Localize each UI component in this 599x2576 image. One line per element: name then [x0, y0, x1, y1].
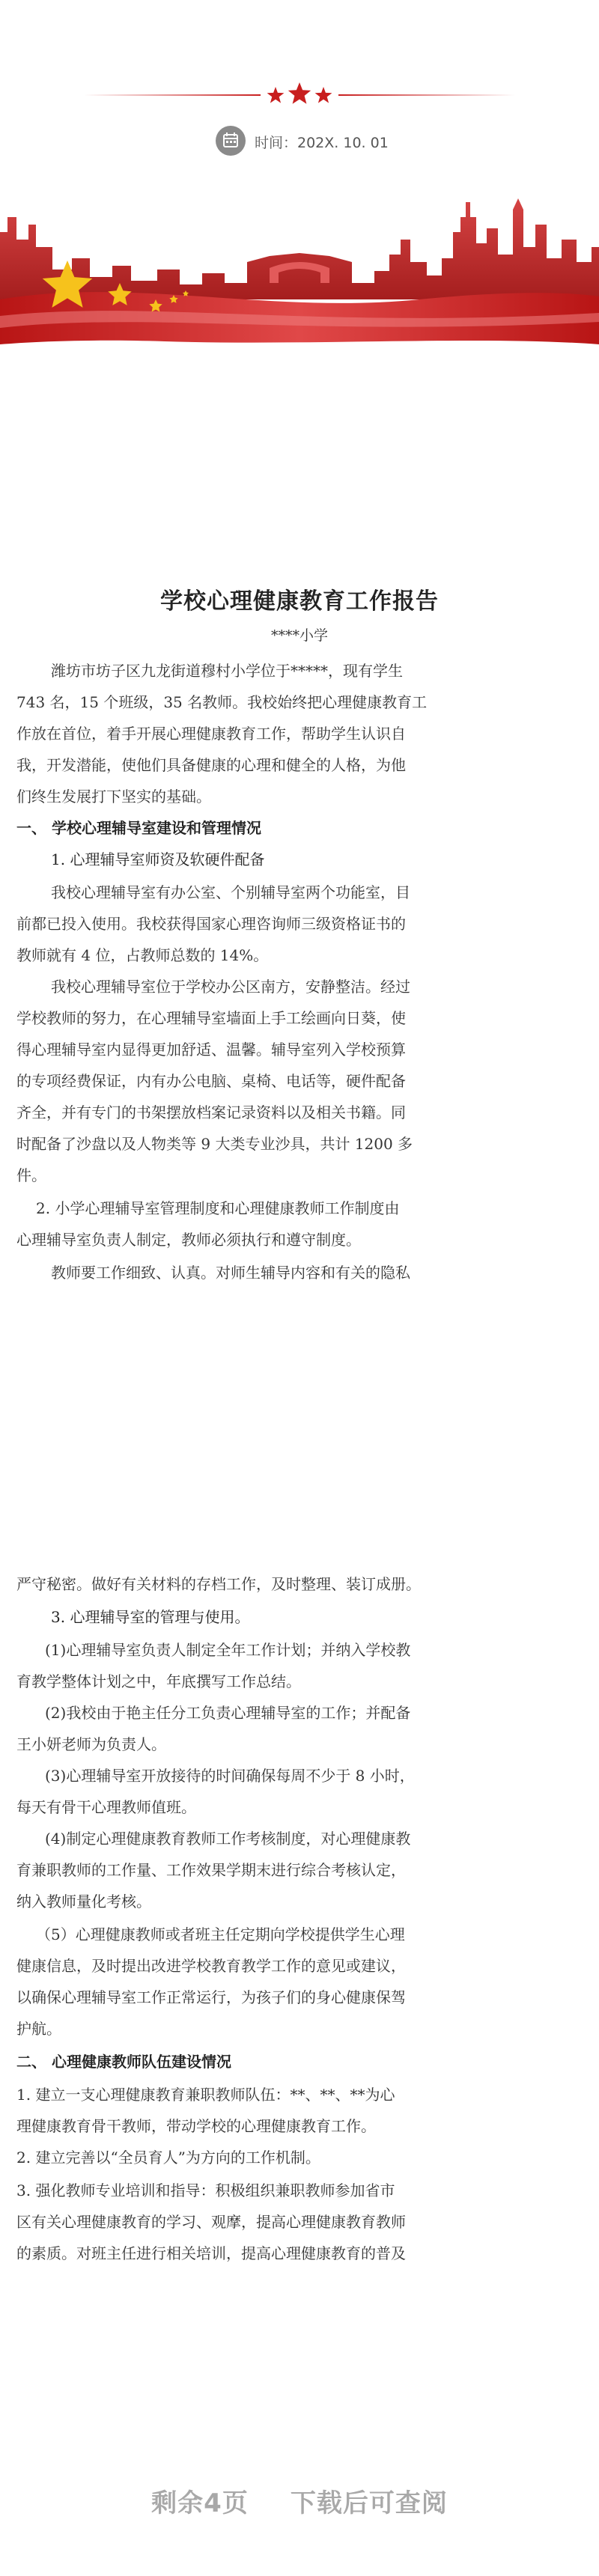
intro-line: 们终生发展打下坚实的基础。 [16, 788, 211, 806]
subsection-heading: 3. 心理辅导室的管理与使用。 [51, 1608, 250, 1626]
paragraph-line: 我校心理辅导室有办公室、个别辅导室两个功能室，目 [51, 883, 410, 901]
paragraph-line: 严守秘密。做好有关材料的存档工作，及时整理、装订成册。 [16, 1575, 421, 1593]
school-name: ****小学 [270, 627, 328, 644]
remaining-pages-label: 剩余4页 [151, 2488, 249, 2518]
list-item-line: 以确保心理辅导室工作正常运行，为孩子们的身心健康保驾 [16, 1988, 406, 2006]
list-item-line: 理健康教育骨干教师，带动学校的心理健康教育工作。 [16, 2117, 376, 2135]
list-item-line: (3)心理辅导室开放接待的时间确保每周不少于 8 小时， [45, 1767, 415, 1785]
section-heading-2: 二、 心理健康教师队伍建设情况 [16, 2053, 231, 2071]
paragraph-line: 前都已投入使用。我校获得国家心理咨询师三级资格证书的 [16, 915, 406, 933]
paragraph-line: 心理辅导室负责人制定，教师必须执行和遵守制度。 [16, 1231, 361, 1249]
list-item-line: 每天有骨干心理教师值班。 [16, 1798, 196, 1816]
list-item-line: 1. 建立一支心理健康教育兼职教师队伍：**、**、**为心 [16, 2086, 395, 2104]
paragraph-line: 学校教师的努力，在心理辅导室墙面上手工绘画向日葵，使 [16, 1009, 406, 1027]
download-to-view-link[interactable]: 下载后可查阅 [290, 2488, 448, 2518]
list-item-line: 王小妍老师为负责人。 [16, 1735, 166, 1753]
paragraph-line: 齐全，并有专门的书架摆放档案记录资料以及相关书籍。同 [16, 1103, 406, 1121]
list-item-line: (1)心理辅导室负责人制定全年工作计划；并纳入学校教 [45, 1641, 411, 1659]
paragraph-line: 的专项经费保证，内有办公电脑、桌椅、电话等，硬件配备 [16, 1072, 406, 1090]
list-item-line: 育教学整体计划之中，年底撰写工作总结。 [16, 1672, 301, 1690]
list-item-line: （5）心理健康教师或者班主任定期向学校提供学生心理 [36, 1925, 405, 1943]
list-item-line: 区有关心理健康教育的学习、观摩，提高心理健康教育教师 [16, 2213, 406, 2231]
city-skyline-banner [0, 187, 599, 352]
list-item-line: 的素质。对班主任进行相关培训，提高心理健康教育的普及 [16, 2244, 406, 2262]
list-item-line: 3. 强化教师专业培训和指导：积极组织兼职教师参加省市 [16, 2181, 395, 2199]
list-item-line: 育兼职教师的工作量、工作效果学期末进行综合考核认定， [16, 1861, 406, 1879]
date-label: 时间：202X. 10. 01 [255, 135, 389, 151]
stars-ornament [0, 75, 599, 120]
paragraph-line: 2. 小学心理辅导室管理制度和心理健康教师工作制度由 [36, 1199, 400, 1217]
paragraph-line: 我校心理辅导室位于学校办公区南方，安静整洁。经过 [51, 978, 410, 996]
paragraph-line: 教师要工作细致、认真。对师生辅导内容和有关的隐私 [51, 1264, 410, 1282]
list-item-line: 2. 建立完善以“全员育人”为方向的工作机制。 [16, 2149, 320, 2167]
star-icon [267, 87, 285, 103]
subsection-heading: 1. 心理辅导室师资及软硬件配备 [51, 850, 265, 868]
paragraph-line: 时配备了沙盘以及人物类等 9 大类专业沙具，共计 1200 多 [16, 1135, 413, 1153]
intro-line: 743 名，15 个班级，35 名教师。我校始终把心理健康教育工 [16, 693, 428, 711]
intro-line: 潍坊市坊子区九龙街道穆村小学位于*****，现有学生 [51, 662, 403, 680]
list-item-line: 护航。 [16, 2020, 61, 2038]
paragraph-line: 教师就有 4 位，占教师总数的 14%。 [16, 946, 269, 964]
calendar-icon [216, 126, 246, 156]
list-item-line: (4)制定心理健康教育教师工作考核制度，对心理健康教 [45, 1830, 411, 1848]
paragraph-line: 件。 [16, 1166, 46, 1184]
list-item-line: 纳入教师量化考核。 [16, 1893, 151, 1910]
list-item-line: (2)我校由于艳主任分工负责心理辅导室的工作；并配备 [45, 1704, 411, 1722]
intro-line: 我，开发潜能，使他们具备健康的心理和健全的人格，为他 [16, 756, 406, 774]
intro-line: 作放在首位，着手开展心理健康教育工作，帮助学生认识自 [16, 725, 406, 743]
paragraph-line: 得心理辅导室内显得更加舒适、温馨。辅导室列入学校预算 [16, 1041, 406, 1059]
page-title: 学校心理健康教育工作报告 [160, 588, 439, 615]
star-icon [288, 82, 311, 104]
list-item-line: 健康信息，及时提出改进学校教育教学工作的意见或建议， [16, 1957, 406, 1975]
section-heading-1: 一、 学校心理辅导室建设和管理情况 [16, 819, 261, 837]
star-icon [315, 87, 332, 103]
download-prompt[interactable] [0, 2482, 599, 2519]
header-banner [0, 0, 599, 352]
